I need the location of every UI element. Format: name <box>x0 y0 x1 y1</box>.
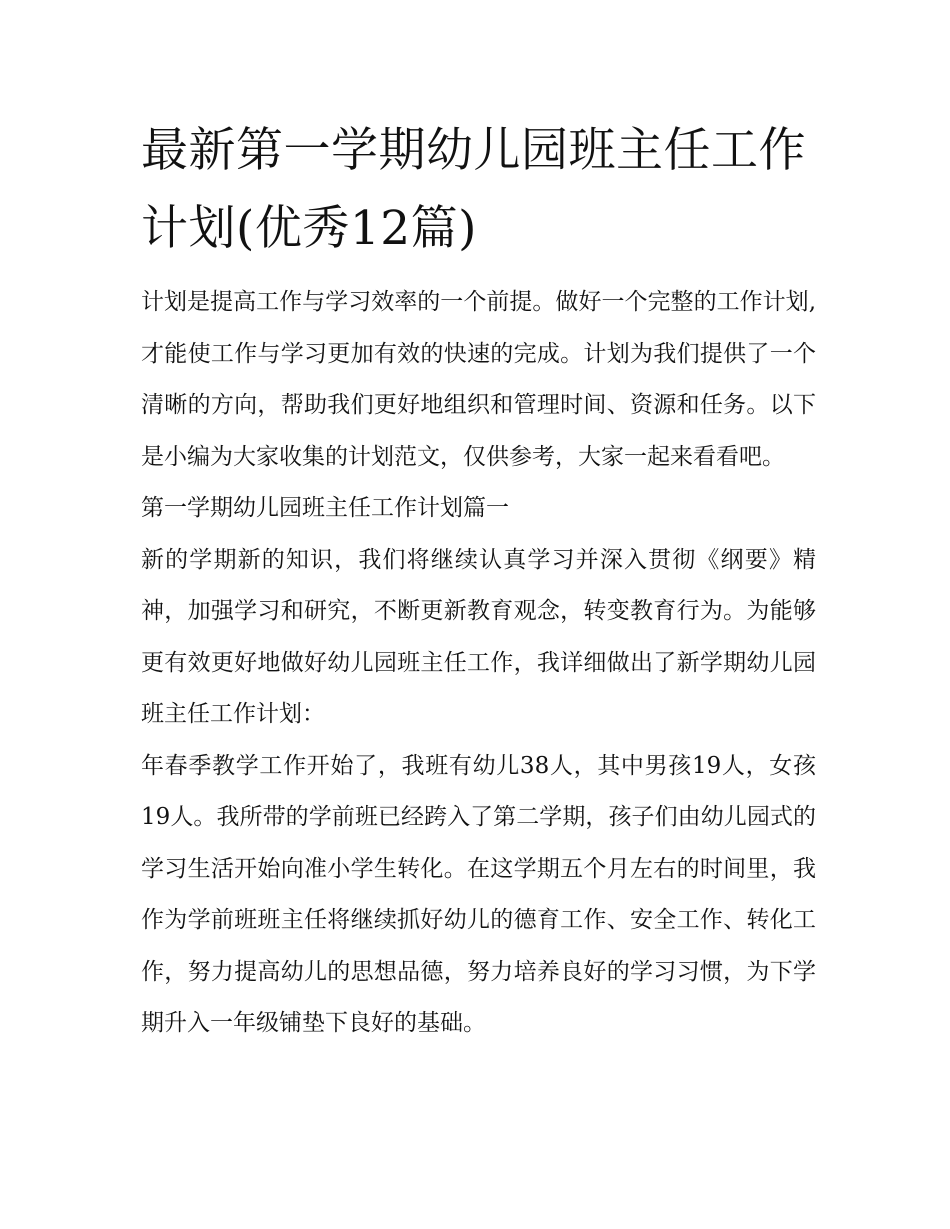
document-title: 最新第一学期幼儿园班主任工作计划(优秀12篇) <box>141 123 806 256</box>
body-paragraph-2: 年春季教学工作开始了，我班有幼儿38人，其中男孩19人，女孩19人。我所带的学前班已经跨入了第二学期，孩子们由幼儿园式的学习生活开始向准小学生转化。在这学期五个月左右的时间里，我作为学前班班主任将继续抓好幼儿的德育工作、安全工作、转化工作，努力提高幼儿的思想品德，努力培养良好的学习习惯，为下学期升入一年级铺垫下良好的基础。 <box>141 752 816 1036</box>
document-page <box>141 112 816 1050</box>
body-paragraph-1: 新的学期新的知识，我们将继续认真学习并深入贯彻《纲要》精神，加强学习和研究，不断更新教育观念，转变教育行为。为能够更有效更好地做好幼儿园班主任工作，我详细做出了新学期幼儿园班主任工作计划： <box>141 546 816 727</box>
intro-paragraph: 计划是提高工作与学习效率的一个前提。做好一个完整的工作计划,才能使工作与学习更加有效的快速的完成。计划为我们提供了一个清晰的方向，帮助我们更好地组织和管理时间、资源和任务。以下是小编为大家收集的计划范文，仅供参考，大家一起来看看吧。 <box>141 289 816 470</box>
section-heading: 第一学期幼儿园班主任工作计划篇一 <box>141 495 509 521</box>
